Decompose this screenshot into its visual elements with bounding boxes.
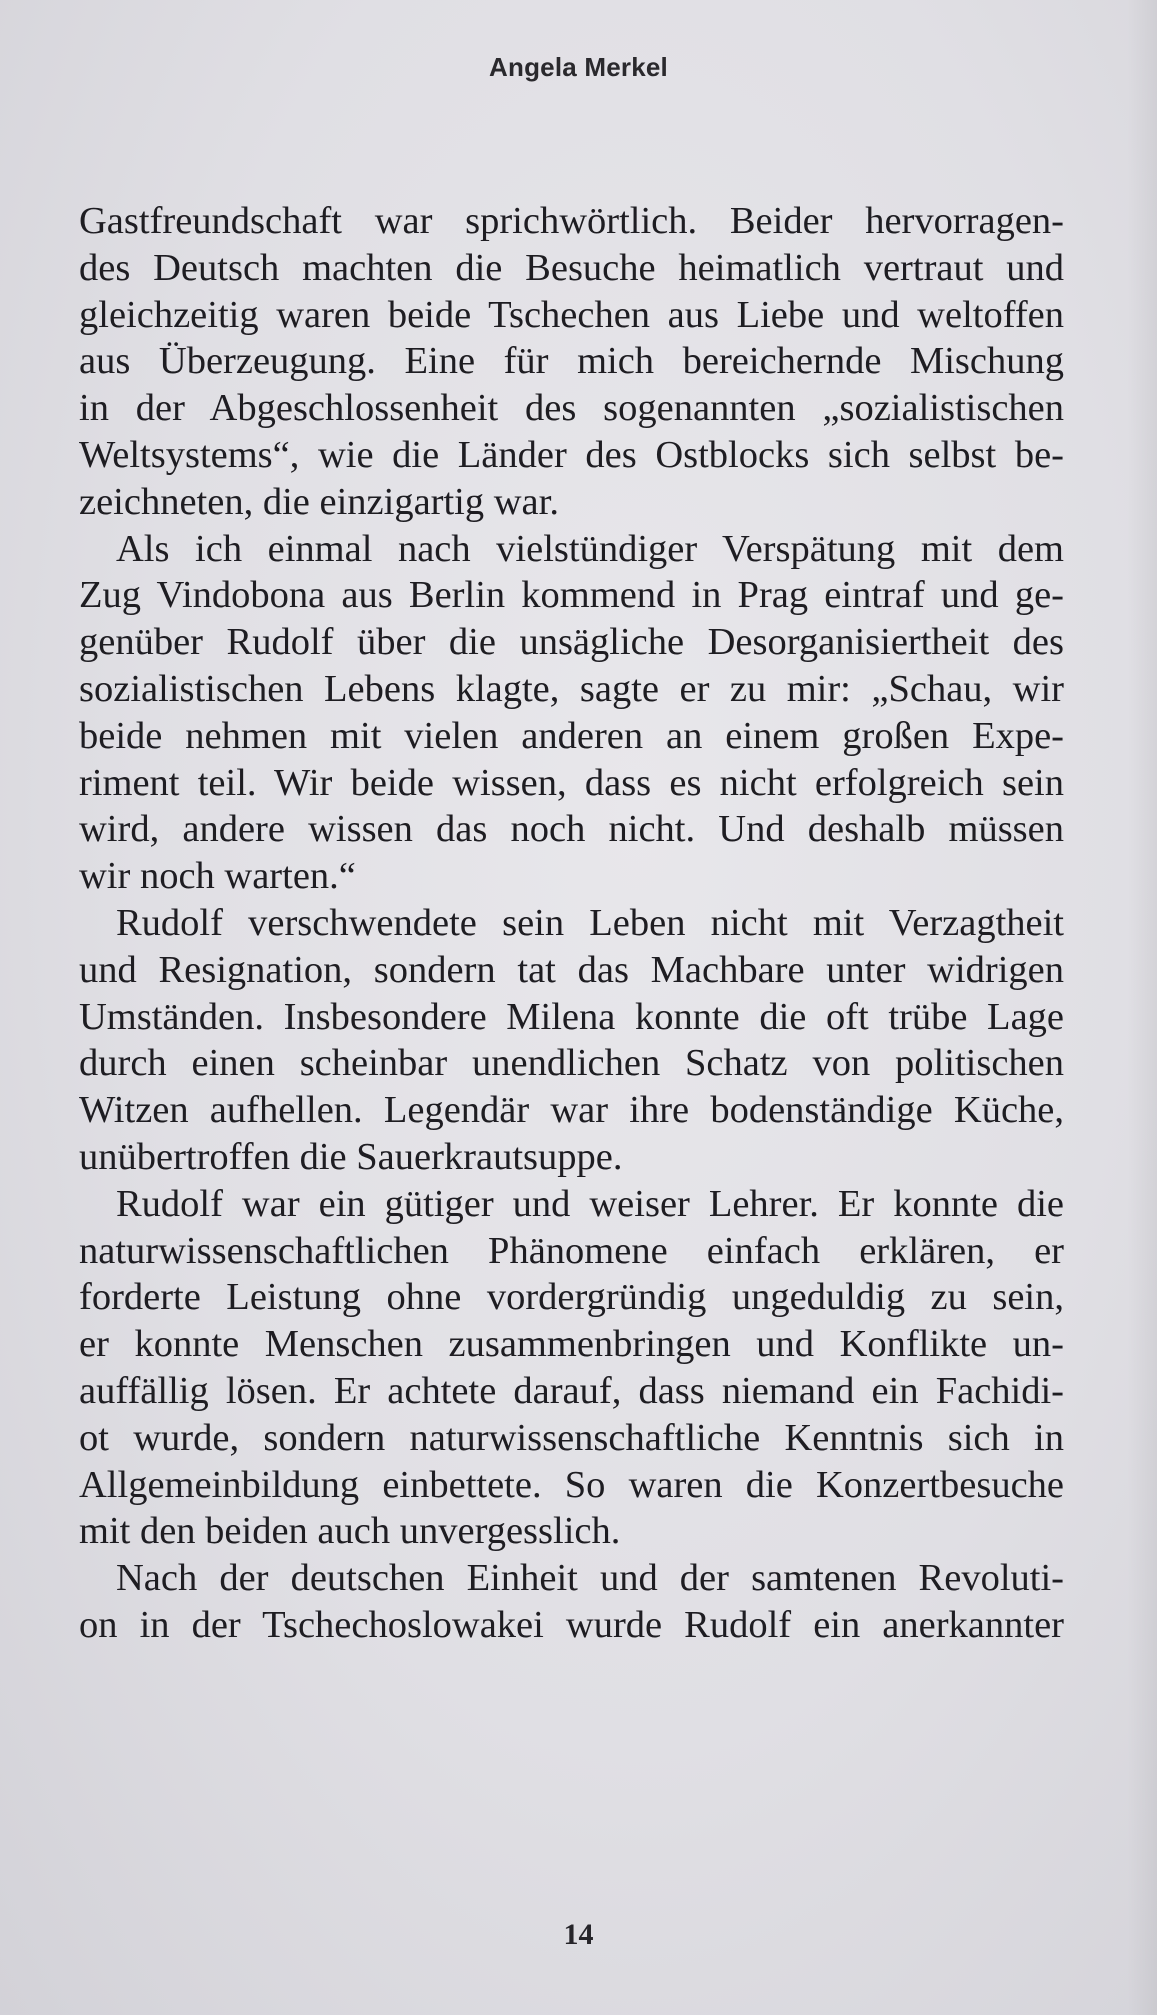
text-line: on in der Tschechoslowakei wurde Rudolf ein anerkannter xyxy=(79,1603,1064,1646)
text-line: beide nehmen mit vielen anderen an einem großen Expe- xyxy=(79,714,1064,757)
text-line: in der Abgeschlossenheit des sogenannten „sozialistischen xyxy=(79,387,1064,430)
text-line: Weltsystems“, wie die Länder des Ostblocks sich selbst be- xyxy=(79,433,1064,476)
text-line: Nach der deutschen Einheit und der samtenen Revoluti- xyxy=(116,1557,1064,1600)
running-head: Angela Merkel xyxy=(489,52,668,82)
text-line: genüber Rudolf über die unsägliche Desorganisiertheit des xyxy=(79,621,1064,664)
text-line: wird, andere wissen das noch nicht. Und deshalb müssen xyxy=(79,808,1064,851)
text-line: ot wurde, sondern naturwissenschaftliche Kenntnis sich in xyxy=(79,1416,1064,1459)
text-line: Als ich einmal nach vielstündiger Verspätung mit dem xyxy=(116,527,1064,570)
text-line: und Resignation, sondern tat das Machbare unter widrigen xyxy=(79,948,1064,991)
text-line: zeichneten, die einzigartig war. xyxy=(79,480,559,523)
page-edge-shadow xyxy=(1127,0,1157,2015)
text-line: des Deutsch machten die Besuche heimatlich vertraut und xyxy=(79,246,1064,289)
text-line: gleichzeitig waren beide Tschechen aus Liebe und weltoffen xyxy=(79,293,1064,336)
text-line: riment teil. Wir beide wissen, dass es nicht erfolgreich sein xyxy=(79,761,1064,804)
text-line: Rudolf verschwendete sein Leben nicht mit Verzagtheit xyxy=(116,901,1064,944)
text-line: sozialistischen Lebens klagte, sagte er zu mir: „Schau, wir xyxy=(79,667,1064,710)
text-line: aus Überzeugung. Eine für mich bereichernde Mischung xyxy=(79,340,1064,383)
text-line: mit den beiden auch unvergesslich. xyxy=(79,1510,621,1553)
text-line: Witzen aufhellen. Legendär war ihre bodenständige Küche, xyxy=(79,1089,1064,1132)
text-line: auffällig lösen. Er achtete darauf, dass niemand ein Fachidi- xyxy=(79,1369,1064,1412)
text-line: durch einen scheinbar unendlichen Schatz von politischen xyxy=(79,1042,1064,1085)
text-line: Rudolf war ein gütiger und weiser Lehrer. Er konnte die xyxy=(116,1182,1064,1225)
text-line: Gastfreundschaft war sprichwörtlich. Beider hervorragen- xyxy=(79,200,1064,242)
text-line: Allgemeinbildung einbettete. So waren die Konzertbesuche xyxy=(79,1463,1064,1506)
body-text xyxy=(79,198,1064,1649)
page-number: 14 xyxy=(563,1918,594,1951)
text-line: er konnte Menschen zusammenbringen und Konflikte un- xyxy=(79,1323,1064,1366)
text-line: naturwissenschaftlichen Phänomene einfach erklären, er xyxy=(79,1229,1064,1272)
text-line: Umständen. Insbesondere Milena konnte die oft trübe Lage xyxy=(79,995,1064,1038)
text-line: unübertroffen die Sauerkrautsuppe. xyxy=(79,1135,623,1178)
text-line: wir noch warten.“ xyxy=(79,855,356,898)
text-line: Zug Vindobona aus Berlin kommend in Prag eintraf und ge- xyxy=(79,574,1064,617)
text-line: forderte Leistung ohne vordergründig ungeduldig zu sein, xyxy=(79,1276,1064,1319)
